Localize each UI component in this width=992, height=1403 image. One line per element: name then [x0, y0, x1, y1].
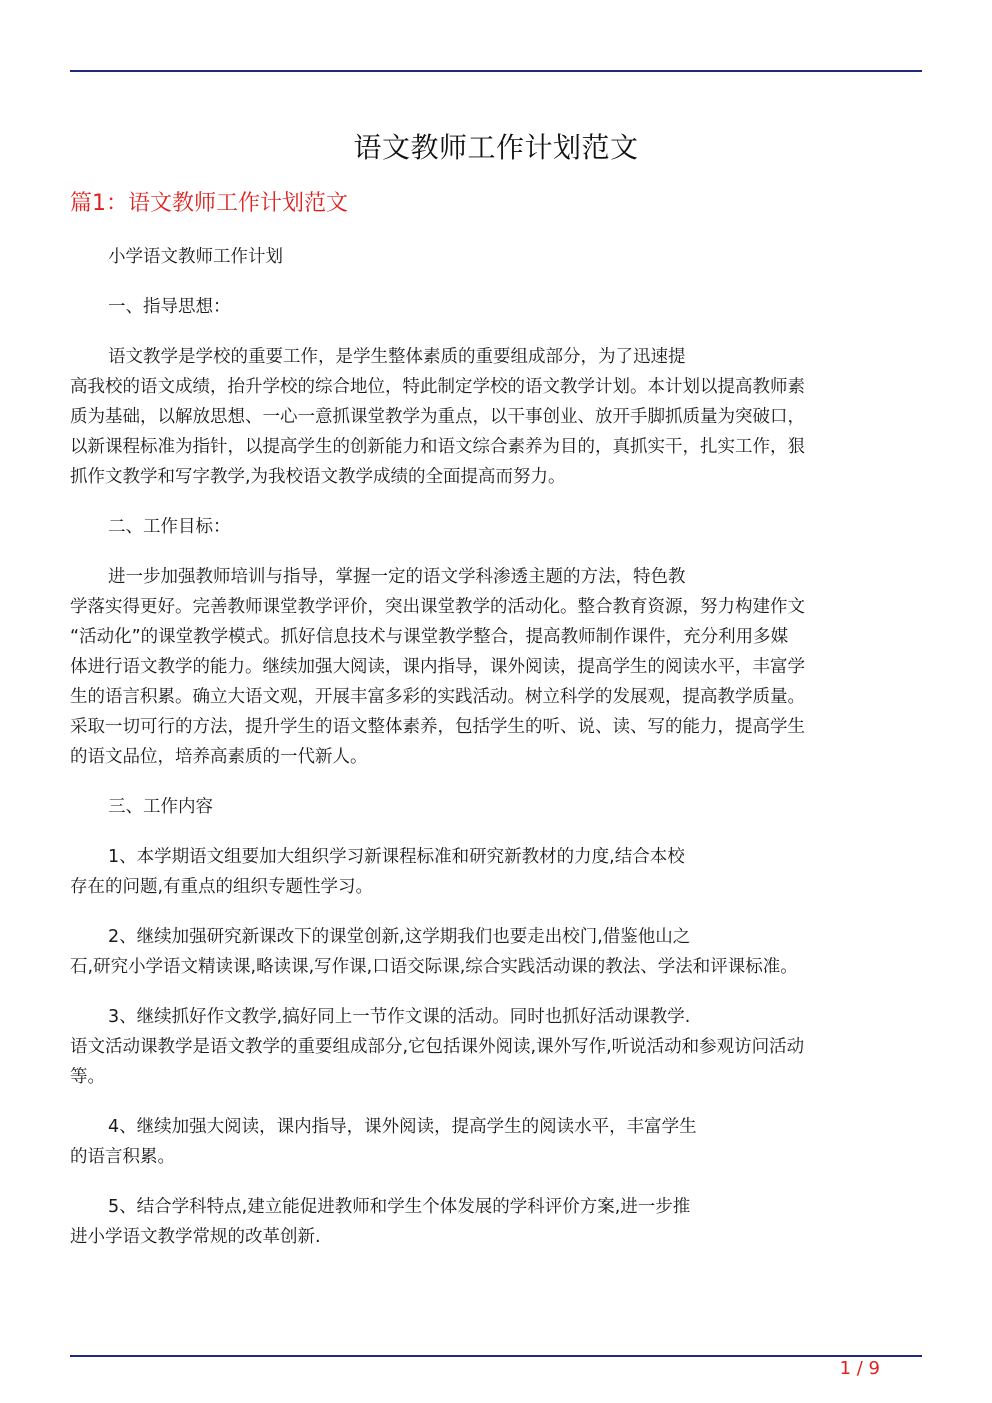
paragraph-heading-1 [70, 292, 922, 322]
paragraph-line: 5、结合学科特点,建立能促进教师和学生个体发展的学科评价方案,进一步推 [108, 1197, 691, 1217]
paragraph-item-4 [70, 1112, 922, 1172]
paragraph-heading-2 [70, 512, 922, 542]
document-title: 语文教师工作计划范文 [353, 131, 639, 164]
paragraph-line: 质为基础，以解放思想、一心一意抓课堂教学为重点，以干事创业、放开手脚抓质量为突破口， [70, 407, 805, 427]
paragraph-line: 小学语文教师工作计划 [108, 247, 283, 267]
paragraph-guiding-thought [70, 342, 922, 492]
paragraph-line: 石,研究小学语文精读课,略读课,写作课,口语交际课,综合实践活动课的教法、学法和评课标准。 [70, 957, 798, 977]
paragraph-line: 存在的问题,有重点的组织专题性学习。 [70, 877, 374, 897]
page-number: 1 / 9 [839, 1358, 880, 1379]
paragraph-item-1 [70, 842, 922, 902]
paragraph-line: 的语文品位，培养高素质的一代新人。 [70, 747, 368, 767]
footer-rule [70, 1355, 922, 1357]
paragraph-line: 1、本学期语文组要加大组织学习新课程标准和研究新教材的力度,结合本校 [108, 847, 685, 867]
paragraph-heading-3 [70, 792, 922, 822]
header-rule [70, 70, 922, 72]
paragraph-line: 2、继续加强研究新课改下的课堂创新,这学期我们也要走出校门,借鉴他山之 [108, 927, 691, 947]
paragraph-line: 抓作文教学和写字教学,为我校语文教学成绩的全面提高而努力。 [70, 467, 566, 487]
paragraph-line: 三、工作内容 [108, 797, 213, 817]
document-body [70, 242, 922, 1272]
paragraph-line: 采取一切可行的方法，提升学生的语文整体素养，包括学生的听、说、读、写的能力，提高学生 [70, 717, 805, 737]
paragraph-item-2 [70, 922, 922, 982]
paragraph-item-5 [70, 1192, 922, 1252]
paragraph-work-goals [70, 562, 922, 772]
section-heading: 篇1：语文教师工作计划范文 [70, 191, 348, 216]
paragraph-line: 进一步加强教师培训与指导，掌握一定的语文学科渗透主题的方法，特色教 [108, 567, 686, 587]
paragraph-item-3 [70, 1002, 922, 1092]
paragraph-subtitle [70, 242, 922, 272]
paragraph-line: 一、指导思想： [108, 297, 231, 317]
paragraph-line: 的语言积累。 [70, 1147, 175, 1167]
paragraph-line: 二、工作目标： [108, 517, 231, 537]
paragraph-line: 语文活动课教学是语文教学的重要组成部分,它包括课外阅读,课外写作,听说活动和参观访问活动 [70, 1037, 805, 1057]
paragraph-line: 语文教学是学校的重要工作，是学生整体素质的重要组成部分，为了迅速提 [108, 347, 686, 367]
paragraph-line: “活动化”的课堂教学模式。抓好信息技术与课堂教学整合，提高教师制作课件，充分利用多媒 [70, 627, 789, 647]
paragraph-line: 进小学语文教学常规的改革创新. [70, 1227, 321, 1247]
paragraph-line: 体进行语文教学的能力。继续加强大阅读，课内指导，课外阅读，提高学生的阅读水平，丰富学 [70, 657, 805, 677]
paragraph-line: 3、继续抓好作文教学,搞好同上一节作文课的活动。同时也抓好活动课教学. [108, 1007, 691, 1027]
paragraph-line: 等。 [70, 1067, 105, 1087]
paragraph-line: 生的语言积累。确立大语文观，开展丰富多彩的实践活动。树立科学的发展观，提高教学质量。 [70, 687, 805, 707]
paragraph-line: 学落实得更好。完善教师课堂教学评价，突出课堂教学的活动化。整合教育资源，努力构建作文 [70, 597, 805, 617]
paragraph-line: 高我校的语文成绩，抬升学校的综合地位，特此制定学校的语文教学计划。本计划以提高教师素 [70, 377, 805, 397]
paragraph-line: 4、继续加强大阅读，课内指导，课外阅读，提高学生的阅读水平，丰富学生 [108, 1117, 697, 1137]
paragraph-line: 以新课程标准为指针，以提高学生的创新能力和语文综合素养为目的，真抓实干，扎实工作，狠 [70, 437, 805, 457]
